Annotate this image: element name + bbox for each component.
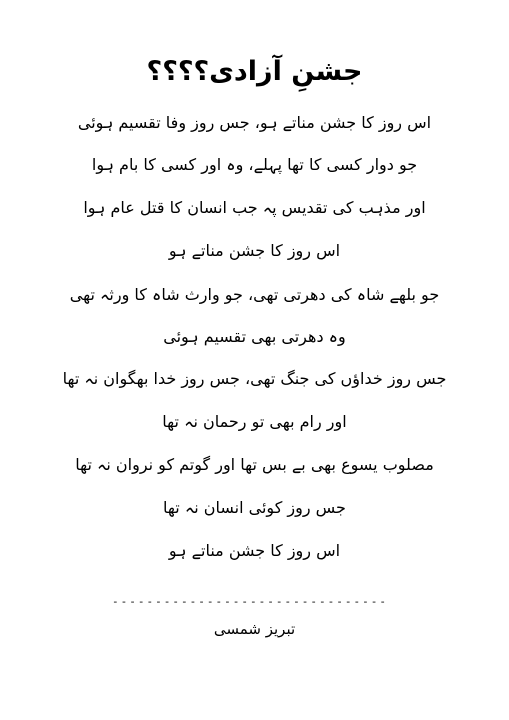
poem-line-5: جو بلھے شاہ کی دھرتی تھی، جو وارث شاہ کا ورثہ تھی: [69, 285, 440, 304]
dashed-divider: --------------------------------: [112, 595, 388, 608]
poem-line-10: جس روز کوئی انسان نہ تھا: [163, 498, 346, 517]
author-signature: تبریز شمسی: [213, 620, 296, 638]
poem-line-11: اس روز کا جشن مناتے ہو: [168, 541, 341, 560]
poem-line-9: مصلوب یسوع بھی بے بس تھا اور گوتم کو نروان نہ تھا: [75, 455, 434, 474]
poem-line-6: وہ دھرتی بھی تقسیم ہوئی: [163, 327, 346, 346]
poem-line-7: جس روز خداؤں کی جنگ تھی، جس روز خدا بھگوان نہ تھا: [62, 369, 447, 388]
poem-line-4: اس روز کا جشن مناتے ہو: [168, 241, 341, 260]
poem-line-3: اور مذہب کی تقدیس پہ جب انسان کا قتل عام ہوا: [83, 198, 426, 217]
poem-line-2: جو دوار کسی کا تھا پہلے، وہ اور کسی کا بام ہوا: [91, 155, 418, 174]
poem-line-8: اور رام بھی تو رحمان نہ تھا: [162, 412, 347, 431]
poem-line-1: اس روز کا جشن مناتے ہو، جس روز وفا تقسیم ہوئی: [77, 113, 432, 132]
poem-title: جشنِ آزادی؟؟؟؟: [146, 56, 363, 87]
